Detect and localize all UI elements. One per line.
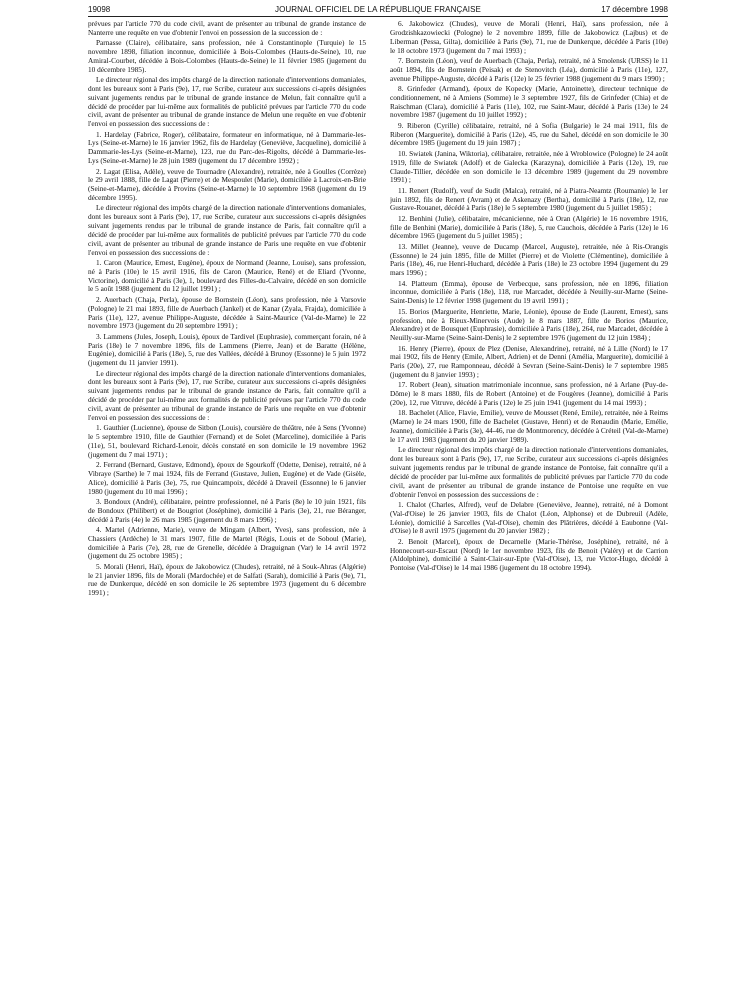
succession-entry: 16. Henry (Pierre), époux de Plez (Denise, Alexandrine), retraité, né à Lille (Nord) le 17 mai 1902, fils de Henry (Emile, Albert, Adrien) et de Denni (Amélia, Marguerite), domicilié à Paris (20e), 27, rue Ramponneau, décédé à Sevran (Seine-Saint-Denis) le 7 septembre 1985 (jugement du 8 janvier 1993) ; — [390, 343, 668, 380]
succession-entry: 1. Gauthier (Lucienne), épouse de Sitbon (Louis), coursière de théâtre, née à Sens (Yvonne) le 5 septembre 1910, fille de Gauthier (Fernand) et de Solet (Marceline), domiciliée à Paris (11e), 51, boulevard Richard-Lenoir, décès constaté en son domicile le 19 novembre 1962 (jugement du 7 mai 1971) ; — [88, 423, 366, 459]
notice-paragraph: Le directeur régional des impôts chargé de la direction nationale d'interventions domaniales, dont les bureaux sont à Paris (9e), 17, rue Scribe, curateur aux successions ci-après désignées suivant jugements rendus par le tribunal de grande instance de Pontoise, fait connaître qu'il a décidé de procéder par lui-même aux formalités de publicité prévues par l'article 770 du code civil, avant de présenter au tribunal de grande instance de Pontoise une requête en vue d'obtenir l'envoi en possession des successions de : — [390, 445, 668, 499]
succession-entry: 8. Grinfeder (Armand), époux de Kopecky (Marie, Antoinette), directeur technique de conditionnement, né à Amiens (Somme) le 3 septembre 1927, fils de Grinfeder (Chia) et de Raischman (Clara), domicilié à Paris (11e), 102, rue Saint-Maur, décédé à Paris (13e) le 24 novembre 1987 (jugement du 10 juillet 1992) ; — [390, 83, 668, 120]
succession-entry: 12. Benhini (Julie), célibataire, mécanicienne, née à Oran (Algérie) le 16 novembre 1916, fille de Benhini (Marie), domiciliée à Paris (18e), 5, rue Cauchois, décédée à Paris (12e) le 16 décembre 1965 (jugement du 5 juillet 1985) ; — [390, 213, 668, 241]
succession-entry: 1. Caron (Maurice, Ernest, Eugène), époux de Normand (Jeanne, Louise), sans profession, né à Paris (10e) le 15 avril 1916, fils de Caron (Maurice, René) et de Eliard (Yvonne, Victorine), domicilié à Paris (3e), 1, boulevard des Filles-du-Calvaire, décédé en son domicile le 5 août 1988 (jugement du 12 juillet 1991) ; — [88, 257, 366, 294]
succession-entry: 18. Bachelet (Alice, Flavie, Emilie), veuve de Mousset (René, Emile), retraitée, née à Reims (Marne) le 24 mars 1900, fille de Bachelet (Gustave, Henri) et de Renaudin (Marie, Emélie, Jeanne), domiciliée à Paris (3e), 44-46, rue de Montmorency, décédée à Créteil (Val-de-Marne) le 17 avril 1983 (jugement du 20 janvier 1989). — [390, 408, 668, 444]
succession-entry: 11. Renert (Rudolf), veuf de Sudit (Malca), retraité, né à Piatra-Neamtz (Roumanie) le 1er juin 1892, fils de Renert (Avram) et de Askenazy (Bertha), domicilié à Paris (18e), 12, rue Gustave-Rouanet, décédé à Paris (18e) le 5 septembre 1980 (jugement du 5 juillet 1985) ; — [390, 185, 668, 213]
header-rule — [88, 16, 668, 17]
left-column — [88, 20, 366, 986]
page-number: 19098 — [88, 5, 111, 14]
succession-entry: 17. Robert (Jean), situation matrimoniale inconnue, sans profession, né à Arlane (Puy-de-Dôme) le 8 mars 1880, fils de Robert (Antoine) et de Fougères (Jeanne), domicilié à Paris (20e), 12, rue Vitruve, décédé à Paris (12e) le 25 juin 1941 (jugement du 14 mai 1993) ; — [390, 380, 668, 408]
succession-entry: 7. Bornstein (Léon), veuf de Auerbach (Chaja, Perla), retraité, né à Smolensk (URSS) le 11 août 1894, fils de Bornstein (Peisak) et de Stenovitch (Léa), domicilié à Paris (11e), 127, avenue Philippe-Auguste, décédé à Paris (12e) le 25 février 1988 (jugement du 9 mars 1990) ; — [390, 55, 668, 83]
succession-entry: 3. Lammens (Jules, Joseph, Louis), époux de Tardivel (Euphrasie), commerçant forain, né à Paris (18e) le 7 novembre 1896, fils de Lammens (Pierre, Jean) et de Baratte (Hélène, Eugénie), domicilié à Paris (18e), 5, rue des Vallées, décédé à Brunoy (Essonne) le 5 juin 1972 (jugement du 11 janvier 1991). — [88, 331, 366, 368]
journal-title: JOURNAL OFFICIEL DE LA RÉPUBLIQUE FRANÇAISE — [275, 5, 481, 14]
succession-entry: 2. Lagat (Elisa, Adèle), veuve de Tournadre (Alexandre), retraitée, née à Goulles (Corrèze) le 29 avril 1888, fille de Lagat (Pierre) et de Mespoulet (Marie), domiciliée à Lacroix-en-Brie (Seine-et-Marne), décédée à Provins (Seine-et-Marne) le 10 septembre 1968 (jugement du 19 décembre 1995). — [88, 166, 366, 203]
succession-entry: 10. Swiatek (Janina, Wiktoria), célibataire, retraitée, née à Wroblowice (Pologne) le 24 août 1919, fille de Swiatek (Adolf) et de Galecka (Karazyna), domiciliée à Paris (12e), 19, rue Claude-Tillier, décédée en son domicile le 13 décembre 1989 (jugement du 29 novembre 1991) ; — [390, 148, 668, 185]
succession-entry: Parnasse (Claire), célibataire, sans profession, née à Constantinople (Turquie) le 15 novembre 1898, filiation inconnue, domiciliée à Bois-Colombes (Hauts-de-Seine), 10, rue Amiral-Courbet, décédée à Bois-Colombes (Hauts-de-Seine) le 11 février 1985 (jugement du 10 décembre 1985). — [88, 38, 366, 74]
succession-entry: 2. Ferrand (Bernard, Gustave, Edmond), époux de Sgourkoff (Odette, Denise), retraité, né à Vibraye (Sarthe) le 7 mai 1924, fils de Ferrand (Gustave, Julien, Eugène) et de Vade (Gisèle, Alice), domicilié à Paris (3e), 75, rue Quincampoix, décédé à Draveil (Essonne) le 6 janvier 1980 (jugement du 10 mai 1996) ; — [88, 460, 366, 496]
succession-entry: 2. Benoit (Marcel), époux de Decarnelle (Marie-Thérèse, Joséphine), retraité, né à Honnecourt-sur-Escaut (Nord) le 1er novembre 1923, fils de Benoit (Valéry) et de Carrion (Aldolphine), domicilié à Saint-Clair-sur-Epte (Val-d'Oise), 13, rue Victor-Hugo, décédé à Pontoise (Val-d'Oise) le 14 mai 1986 (jugement du 18 octobre 1994). — [390, 536, 668, 573]
succession-entry: 1. Chalot (Charles, Alfred), veuf de Delabre (Geneviève, Jeanne), retraité, né à Domont (Val-d'Oise) le 26 janvier 1903, fils de Chalot (Léon, Alphonse) et de Dubreuil (Adèle, Léonie), domicilié à Sarcelles (Val-d'Oise), chemin des Plâtrières, décédé à Eaubonne (Val-d'Oise) le 8 avril 1975 (jugement du 20 janvier 1982) ; — [390, 499, 668, 536]
succession-entry: 2. Auerbach (Chaja, Perla), épouse de Bornstein (Léon), sans profession, née à Varsovie (Pologne) le 21 mai 1893, fille de Auerbach (Jankel) et de Kanar (Zyala, Frajda), domiciliée à Paris (11e), 127, avenue Philippe-Auguste, décédée à Saint-Maurice (Val-de-Marne) le 22 novembre 1973 (jugement du 20 septembre 1991) ; — [88, 294, 366, 331]
succession-entry: 9. Riberon (Cyrille) célibataire, retraité, né à Sofia (Bulgarie) le 24 mai 1911, fils de Riberon (Marguerite), domicilié à Paris (12e), 45, rue du Sahel, décédé en son domicile le 30 décembre 1985 (jugement du 19 juin 1987) ; — [390, 120, 668, 148]
right-column — [390, 20, 668, 986]
notice-paragraph: Le directeur régional des impôts chargé de la direction nationale d'interventions domaniales, dont les bureaux sont à Paris (9e), 17, rue Scribe, curateur aux successions ci-après désignées suivant jugements rendus par le tribunal de grande instance de Paris, fait connaître qu'il a décidé de procéder par lui-même aux formalités de publicité prévues par l'article 770 du code civil, avant de présenter au tribunal de grande instance de Paris une requête en vue d'obtenir l'envoi en possession des successions de : — [88, 368, 366, 422]
succession-entry: 6. Jakobowicz (Chudes), veuve de Morali (Henri, Haï), sans profession, née à Grodzishkazowiecki (Pologne) le 2 novembre 1899, fille de Jakobowicz (Lajbus) et de Liberman (Pessa, Gilta), domiciliée à Paris (9e), 71, rue de Dunkerque, décédée à Paris (10e) le 18 octobre 1973 (jugement du 7 mai 1993) ; — [390, 20, 668, 55]
succession-entry: 3. Bondoux (André), célibataire, peintre professionnel, né à Paris (8e) le 10 juin 1921, fils de Bondoux (Philibert) et de Bougriot (Joséphine), domicilié à Paris (3e), 21, rue Béranger, décédé à Paris (4e) le 26 mars 1985 (jugement du 8 mars 1996) ; — [88, 496, 366, 524]
succession-entry: 13. Millet (Jeanne), veuve de Ducamp (Marcel, Auguste), retraitée, née à Ris-Orangis (Essonne) le 24 juin 1895, fille de Millet (Pierre) et de Violette (Clémentine), domiciliée à Paris (18e), 46, rue Henri-Huchard, décédée à Paris (18e) le 23 octobre 1994 (jugement du 29 mars 1996) ; — [390, 241, 668, 278]
continued-paragraph: prévues par l'article 770 du code civil, avant de présenter au tribunal de grande instance de Nanterre une requête en vue d'obtenir l'envoi en possession de la succession de : — [88, 20, 366, 37]
succession-entry: 4. Martel (Adrienne, Marie), veuve de Mingam (Albert, Yves), sans profession, née à Chassiers (Ardèche) le 31 mars 1907, fille de Martel (Régis, Louis et de Soboul (Marie), domiciliée à Paris (7e), 28, rue de Grenelle, décédée à Draguignan (Var) le 14 avril 1972 (jugement du 25 octobre 1985) ; — [88, 524, 366, 561]
succession-entry: 15. Borios (Marguerite, Henriette, Marie, Léonie), épouse de Eude (Laurent, Ernest), sans profession, née à Rieux-Minervois (Aude) le 8 mars 1887, fille de Borios (Maurice, Alexandre) et de Bousquet (Euphrasie), domiciliée à Paris (18e), 264, rue Marcadet, décédée à Neuilly-sur-Marne (Seine-Saint-Denis) le 2 septembre 1976 (jugement du 12 juin 1984) ; — [390, 306, 668, 343]
succession-entry: 5. Morali (Henri, Haï), époux de Jakobowicz (Chudes), retraité, né à Souk-Ahras (Algérie) le 21 janvier 1896, fils de Morali (Mardochée) et de Salfati (Sarah), domicilié à Paris (9e), 71, rue de Dunkerque, décédé en son domicile le 26 septembre 1973 (jugement du 6 décembre 1991) ; — [88, 561, 366, 598]
notice-paragraph: Le directeur régional des impôts chargé de la direction nationale d'interventions domaniales, dont les bureaux sont à Paris (9e), 17, rue Scribe, curateur aux successions ci-après désignées suivant jugements rendus par le tribunal de grande instance de Paris, fait connaître qu'il a décidé de procéder par lui-même aux formalités de publicité prévues par l'article 770 du code civil, avant de présenter au tribunal de grande instance de Paris une requête en vue d'obtenir l'envoi en possession des successions de : — [88, 203, 366, 257]
succession-entry: 14. Platteum (Emma), épouse de Verbecque, sans profession, née en 1896, filiation inconnue, domiciliée à Paris (18e), 118, rue Marcadet, décédée à Neuilly-sur-Marne (Seine-Saint-Denis) le 12 février 1998 (jugement du 19 avril 1991) ; — [390, 278, 668, 306]
page-header — [88, 3, 668, 17]
issue-date: 17 décembre 1998 — [601, 5, 668, 14]
succession-entry: 1. Hardelay (Fabrice, Roger), célibataire, formateur en informatique, né à Dammarie-les-Lys (Seine-et-Marne) le 16 janvier 1962, fils de Hardelay (Geneviève, Jacqueline), domicilié à Dammarie-les-Lys (Seine-et-Marne), 123, rue du Parc-des-Rigolts, décédé à Dammarie-les-Lys (Seine-et-Marne) le 28 juin 1989 (jugement du 17 décembre 1992) ; — [88, 129, 366, 166]
notice-paragraph: Le directeur régional des impôts chargé de la direction nationale d'interventions domaniales, dont les bureaux sont à Paris (9e), 17, rue Scribe, curateur aux successions ci-après désignées suivant jugements rendus par le tribunal de grande instance de Melun, fait connaître qu'il a décidé de procéder par lui-même aux formalités de publicité prévues par l'article 770 du code civil, avant de présenter au tribunal de grande instance de Melun une requête en vue d'obtenir l'envoi en possession des successions de : — [88, 75, 366, 129]
